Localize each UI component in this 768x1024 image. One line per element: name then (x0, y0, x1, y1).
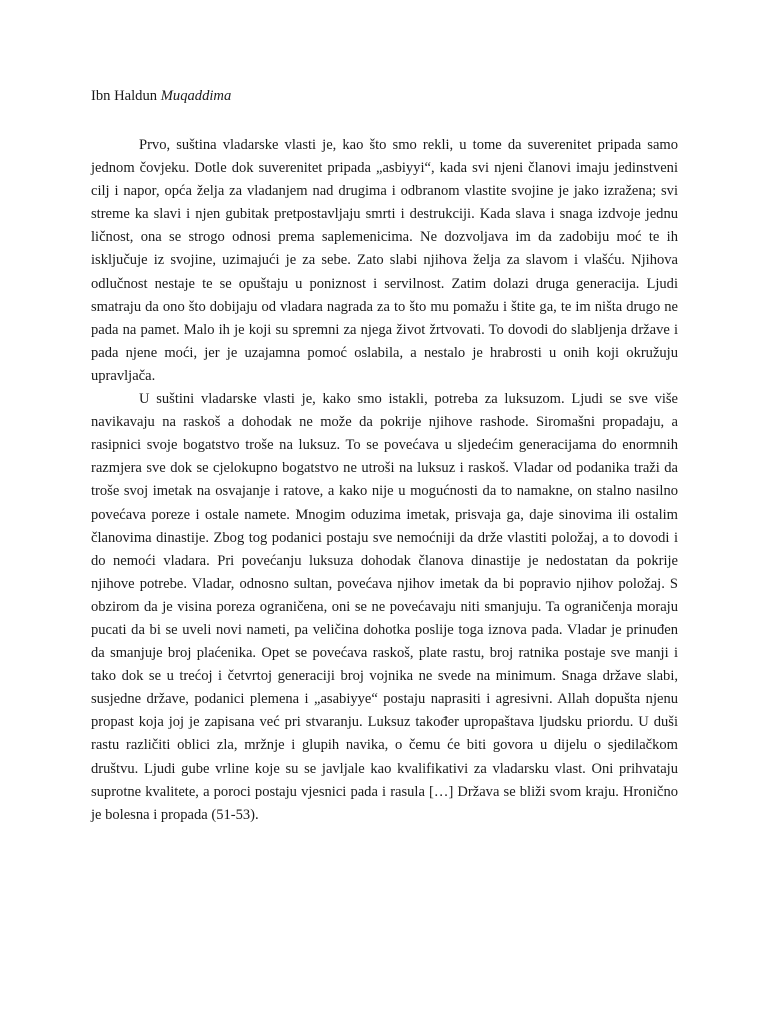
document-body (91, 134, 678, 827)
paragraph-2: U suštini vladarske vlasti je, kako smo istakli, potreba za luksuzom. Ljudi se sve više navikavaju na raskoš a dohodak ne može da pokrije njihove rashode. Siromašni propadaju, a rasipnici svoje bogatstvo troše na luksuz. To se povećava u sljedećim generacijama do enormnih razmjera sve dok se cjelokupno bogatstvo ne utroši na luksuz i raskoš. Vladar od podanika traži da troše svoj imetak na osvajanje i ratove, a kako nije u mogućnosti da to namakne, on stalno nasilno povećava poreze i ostale namete. Mnogim oduzima imetak, prisvaja ga, daje sinovima ili ostalim članovima dinastije. Zbog tog podanici postaju sve nemoćniji da drže vlastiti položaj, a to dovodi i do nemoći vladara. Pri povećanju luksuza dohodak članova dinastije je nedostatan da pokrije njihove potrebe. Vladar, odnosno sultan, povećava njihov imetak da bi popravio njihov položaj. S obzirom da je visina poreza ograničena, oni se ne povećavaju niti smanjuju. Ta ograničenja moraju pucati da bi se uveli novi nameti, pa veličina dohotka poslije toga iznova pada. Vladar je prinuđen da smanjuje broj plaćenika. Opet se povećava raskoš, plate rastu, broj ratnika postaje sve manji i tako dok se u trećoj i četvrtoj generaciji broj vojnika ne svede na minimum. Snaga države slabi, susjedne države, podanici plemena i „asabiyye“ postaju naprasiti i agresivni. Allah dopušta njenu propast koja joj je zapisana već pri stvaranju. Luksuz također upropaštava ljudsku priordu. U duši rastu različiti oblici zla, mržnje i glupih navika, o čemu će biti govora u dijelu o sjedilačkom društvu. Ljudi gube vrline koje su se javljale kao kvalifikativi za vladarsku vlast. Oni prihvataju suprotne kvalitete, a poroci postaju vjesnici pada i rasula […] Država se bliži svom kraju. Hronično je bolesna i propada (51-53). (91, 391, 678, 823)
work-title: Muqaddima (160, 88, 232, 104)
document-heading (91, 88, 231, 105)
paragraph-1: Prvo, suština vladarske vlasti je, kao što smo rekli, u tome da suverenitet pripada samo jednom čovjeku. Dotle dok suverenitet pripada „asbiyyi“, kada svi njeni članovi imaju jedinstveni cilj i napor, opća želja za vladanjem nad drugima i odbranom vlastite svojine je jako izražena; svi streme ka slavi i njen gubitak pretpostavljaju smrti i destrukciji. Kada slava i snaga izdvoje jednu ličnost, ona se strogo odnosi prema saplemenicima. Ne dozvoljava im da zadobiju moć te ih isključuje iz svojine, uzimajući je za sebe. Zato slabi njihova želja za slavom i vlašću. Njihova odlučnost nestaje te se opuštaju u poniznost i servilnost. Zatim dolazi druga generacija. Ljudi smatraju da ono što dobijaju od vladara nagrada za to što mu pomažu i štite ga, te im ništa drugo ne pada na pamet. Malo ih je koji su spremni za njega život žrtvovati. To dovodi do slabljenja države i pada njene moći, jer je uzajamna pomoć oslabila, a nestalo je hrabrosti u onih koji okružuju upravljača. (91, 137, 678, 384)
author-name: Ibn Haldun (91, 88, 158, 104)
